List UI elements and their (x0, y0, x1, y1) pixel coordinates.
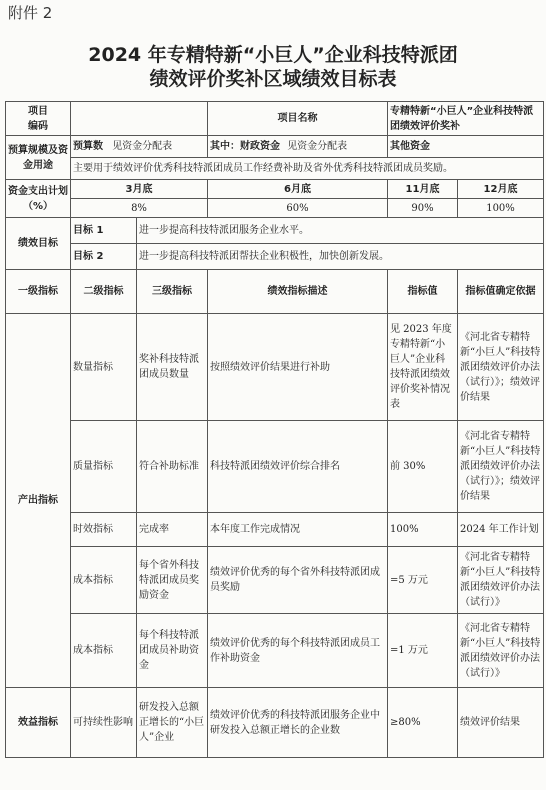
indicator-level2: 质量指标 (71, 421, 137, 513)
output-level1-label: 产出指标 (6, 314, 71, 688)
budget-section-label: 预算规模及资金用途 (6, 136, 71, 180)
schedule-value: 60% (208, 199, 388, 218)
indicator-description: 绩效评价优秀的每个科技特派团成员工作补助资金 (208, 614, 388, 688)
indicator-description: 绩效评价优秀的科技特派团服务企业中研发投入总额正增长的企业数 (208, 688, 388, 758)
indicator-basis: 《河北省专精特新“小巨人”科技特派团绩效评价办法（试行）》；绩效评价结果 (458, 314, 544, 421)
goals-section-label: 绩效目标 (6, 218, 71, 270)
budget-label: 预算数 (73, 141, 103, 152)
budget-cell (71, 136, 208, 158)
schedule-period: 12月底 (458, 180, 544, 199)
indicator-level2: 成本指标 (71, 614, 137, 688)
performance-target-table (5, 101, 544, 758)
indicator-value: ≥80% (388, 688, 458, 758)
benefit-level1-label: 效益指标 (6, 688, 71, 758)
schedule-section-label: 资金支出计划（%） (6, 180, 71, 218)
indicator-description: 按照绩效评价结果进行补助 (208, 314, 388, 421)
finance-value: 见资金分配表 (287, 141, 348, 152)
document-title-line-1: 2024 年专精特新“小巨人”企业科技特派团 (88, 44, 458, 66)
column-header-level2: 二级指标 (71, 270, 137, 314)
goal-label: 目标 1 (71, 218, 137, 244)
indicator-basis: 2024 年工作计划 (458, 513, 544, 547)
indicator-level3: 研发投入总额正增长的“小巨人”企业 (137, 688, 208, 758)
indicator-level2: 成本指标 (71, 547, 137, 614)
indicator-value: 前 30% (388, 421, 458, 513)
indicator-value: =5 万元 (388, 547, 458, 614)
indicator-level2: 数量指标 (71, 314, 137, 421)
goal-text: 进一步提高科技特派团帮扶企业积极性，加快创新发展。 (137, 244, 544, 270)
indicator-description: 绩效评价优秀的每个省外科技特派团成员奖励 (208, 547, 388, 614)
indicator-basis: 《河北省专精特新“小巨人”科技特派团绩效评价办法（试行）》 (458, 547, 544, 614)
document-title-line-2: 绩效评价奖补区域绩效目标表 (149, 68, 397, 90)
project-name-label: 项目名称 (208, 102, 388, 136)
indicator-level3: 完成率 (137, 513, 208, 547)
column-header-level3: 三级指标 (137, 270, 208, 314)
indicator-basis: 《河北省专精特新“小巨人”科技特派团绩效评价办法（试行）》；绩效评价结果 (458, 421, 544, 513)
indicator-basis: 绩效评价结果 (458, 688, 544, 758)
other-funds-label: 其他资金 (390, 141, 430, 152)
indicator-level3: 符合补助标准 (137, 421, 208, 513)
indicator-description: 本年度工作完成情况 (208, 513, 388, 547)
column-header-value: 指标值 (388, 270, 458, 314)
column-header-description: 绩效指标描述 (208, 270, 388, 314)
finance-cell (208, 136, 388, 158)
schedule-value: 100% (458, 199, 544, 218)
column-header-basis: 指标值确定依据 (458, 270, 544, 314)
indicator-level2: 可持续性影响 (71, 688, 137, 758)
attachment-label: 附件 2 (8, 4, 53, 22)
other-funds-cell (388, 136, 544, 158)
project-code-label: 项目 编码 (6, 102, 71, 136)
project-name-value: 专精特新“小巨人”企业科技特派团绩效评价奖补 (388, 102, 544, 136)
project-code-value (71, 102, 208, 136)
finance-label: 其中：财政资金 (210, 141, 280, 152)
funds-purpose: 主要用于绩效评价优秀科技特派团成员工作经费补助及省外优秀科技特派团成员奖励。 (71, 158, 544, 180)
indicator-level2: 时效指标 (71, 513, 137, 547)
indicator-level3: 每个科技特派团成员补助资金 (137, 614, 208, 688)
column-header-level1: 一级指标 (6, 270, 71, 314)
schedule-period: 6月底 (208, 180, 388, 199)
schedule-period: 11月底 (388, 180, 458, 199)
indicator-value: 100% (388, 513, 458, 547)
indicator-value: 见 2023 年度专精特新“小巨人”企业科技特派团绩效评价奖补情况表 (388, 314, 458, 421)
indicator-basis: 《河北省专精特新“小巨人”科技特派团绩效评价办法（试行）》 (458, 614, 544, 688)
schedule-value: 8% (71, 199, 208, 218)
indicator-value: =1 万元 (388, 614, 458, 688)
schedule-value: 90% (388, 199, 458, 218)
budget-value: 见资金分配表 (112, 141, 173, 152)
goal-text: 进一步提高科技特派团服务企业水平。 (137, 218, 544, 244)
indicator-level3: 奖补科技特派团成员数量 (137, 314, 208, 421)
schedule-period: 3月底 (71, 180, 208, 199)
indicator-level3: 每个省外科技特派团成员奖励资金 (137, 547, 208, 614)
goal-label: 目标 2 (71, 244, 137, 270)
indicator-description: 科技特派团绩效评价综合排名 (208, 421, 388, 513)
